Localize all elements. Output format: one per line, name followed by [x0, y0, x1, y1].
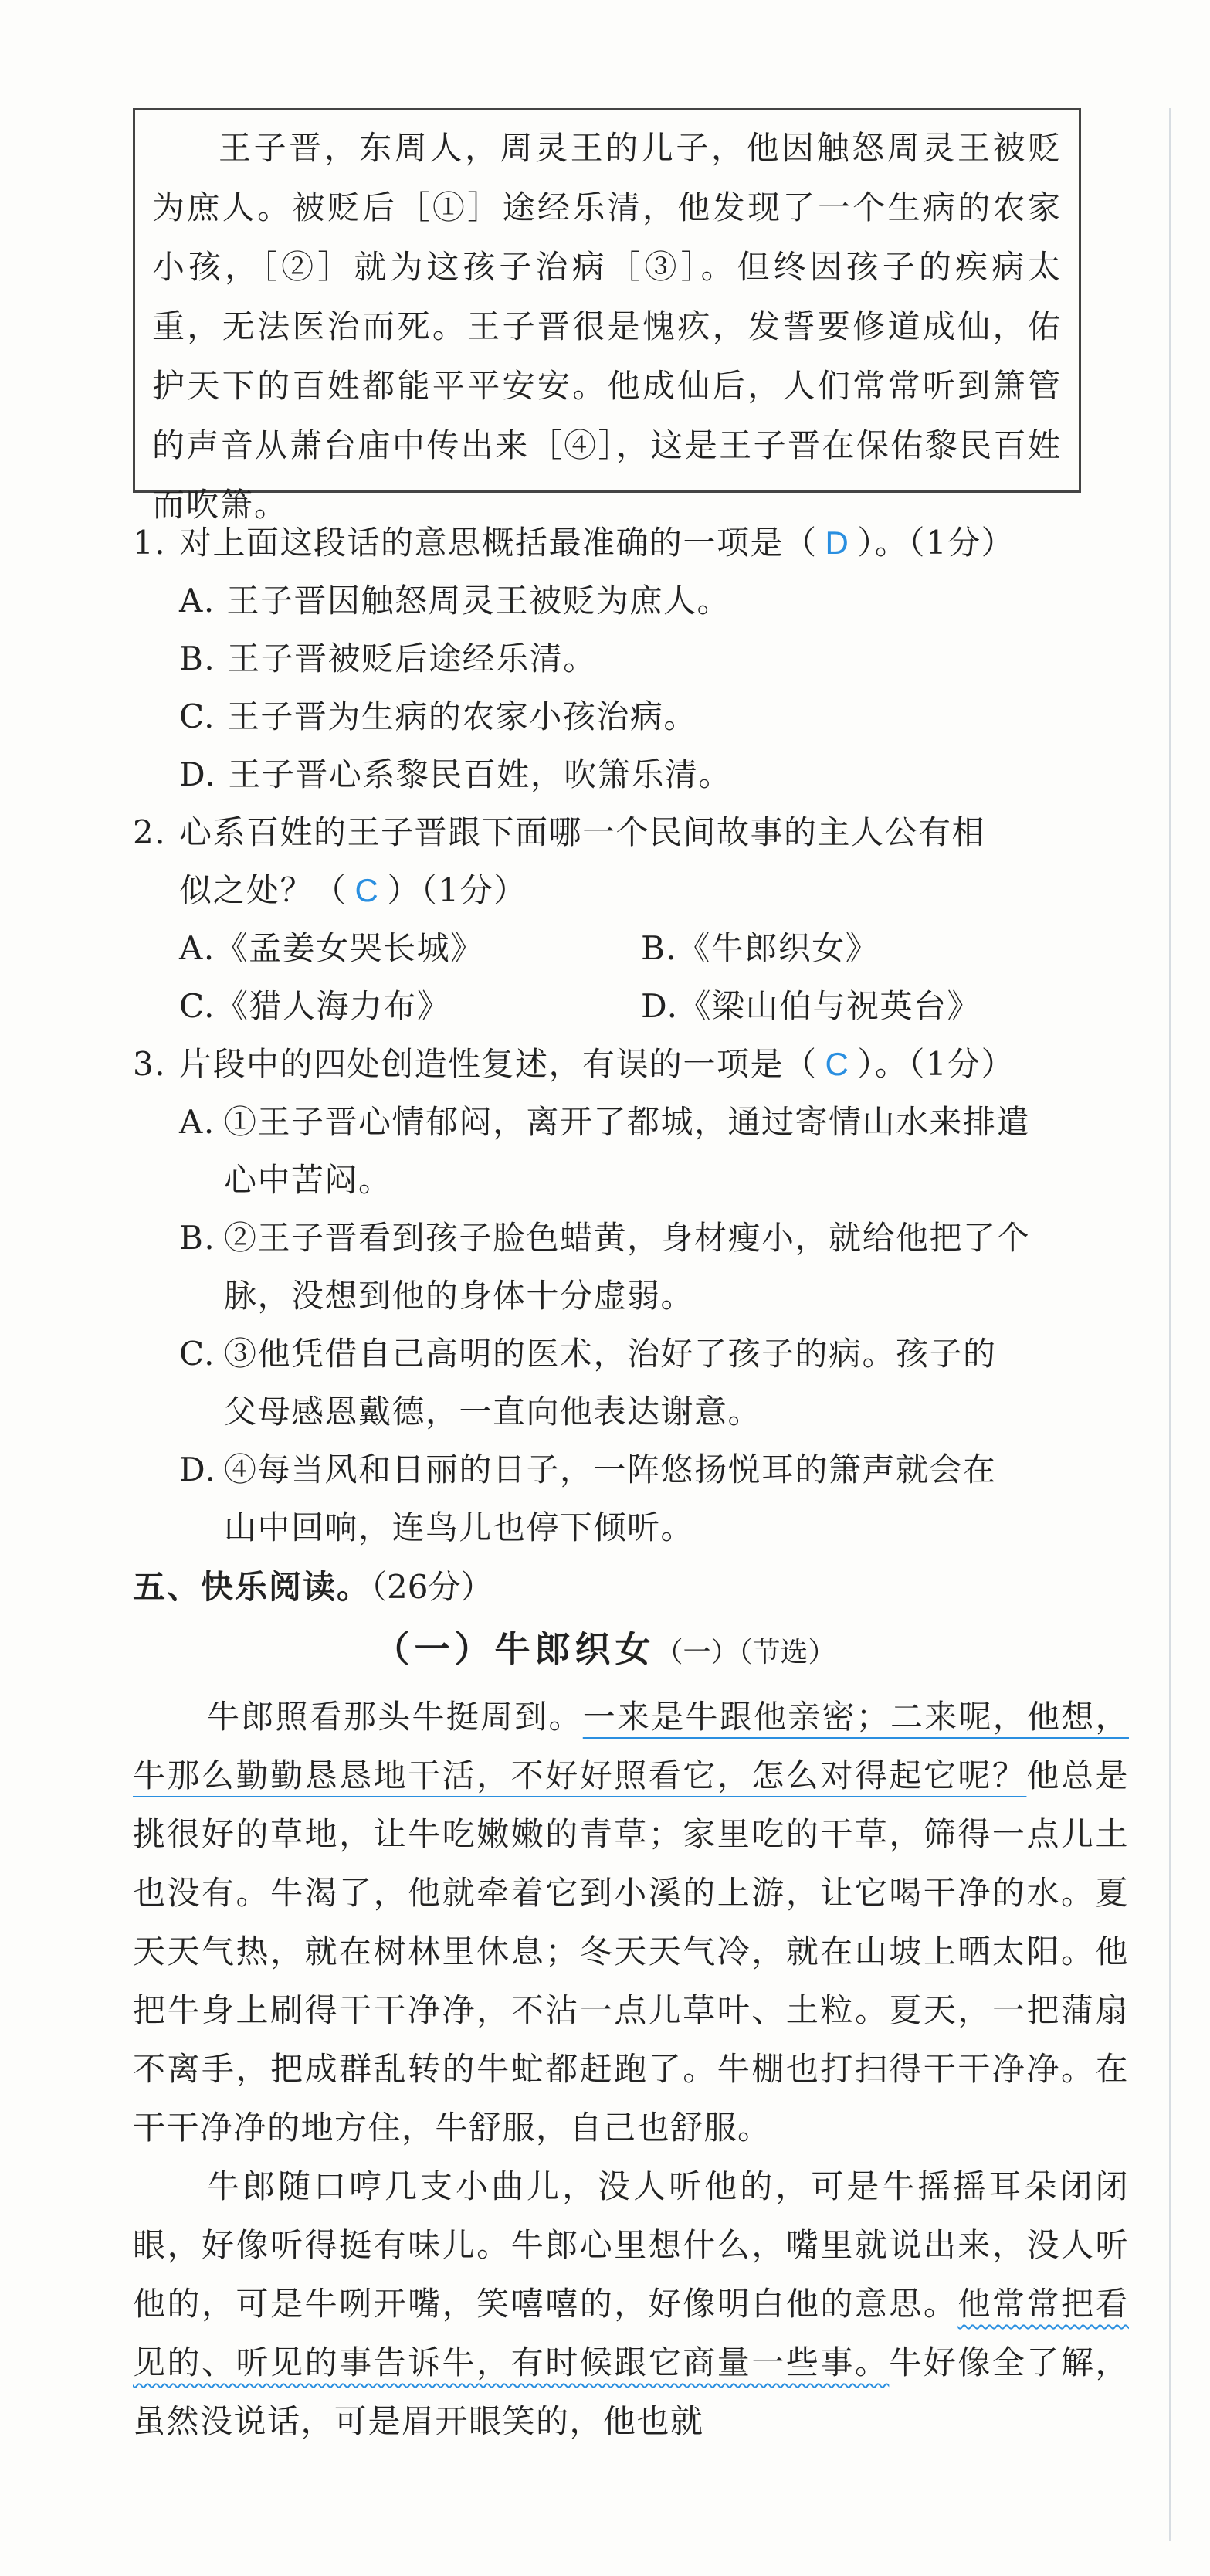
- option-1c: C. 王子晋为生病的农家小孩治病。: [179, 697, 697, 735]
- reading-title-note: （一）（节选）: [655, 1637, 836, 1668]
- passage-text: 王子晋，东周人，周灵王的儿子，他因触怒周灵王被贬为庶人。被贬后［①］途经乐清，他发现了一个生病的农家小孩，［②］就为这孩子治病［③］。但终因孩子的疾病太重，无法医治而死。王子晋很是愧疚，发誓要修道成仙，佑护天下的百姓都能平平安安。他成仙后，人们常常听到箫管的声音从萧台庙中传出来［④］，这是王子晋在保佑黎民百姓而吹箫。: [152, 129, 1062, 524]
- question-stem: 似之处？（: [179, 871, 347, 909]
- section-heading: [133, 1560, 493, 1614]
- question-number: 3.: [133, 1045, 167, 1083]
- wavy-underlined-sentence: 他常常把看见的、听见的事告诉牛，有时候跟它商量一些事。: [133, 2285, 1129, 2381]
- question-stem: 片段中的四处创造性复述，有误的一项是（: [179, 1045, 818, 1083]
- reading-text: 他总是挑很好的草地，让牛吃嫩嫩的青草；家里吃的干草，筛得一点儿土也没有。牛渴了，他就牵着它到小溪的上游，让它喝干净的水。夏天天气热，就在树林里休息；冬天天气冷，就在山坡上晒太阳。他把牛身上刷得干干净净，不沾一点儿草叶、土粒。夏天，一把蒲扇不离手，把成群乱转的牛虻都赶跑了。牛棚也打扫得干干净净。在干干净净的地方住，牛舒服，自己也舒服。: [133, 1756, 1129, 2147]
- option-2c: C.《猎人海力布》: [179, 987, 451, 1025]
- underlined-sentence: 一来是牛跟他亲密；二来呢，他想，牛那么勤勤恳恳地干活，不好好照看它，怎么对得起它呢？: [133, 1698, 1129, 1794]
- reading-text: 牛郎照看那头牛挺周到。: [207, 1698, 583, 1736]
- option-3a-line2: 心中苦闷。: [224, 1161, 392, 1199]
- section-title: 五、快乐阅读。: [133, 1568, 371, 1606]
- question-2: [133, 806, 985, 860]
- question-2-line2: [179, 864, 527, 918]
- option-3d-line2: 山中回响，连鸟儿也停下倾听。: [224, 1509, 695, 1546]
- option-3c-label: C.: [179, 1335, 215, 1373]
- option-3d-line1: ④每当风和日丽的日子，一阵悠扬悦耳的箫声就会在: [224, 1451, 997, 1488]
- option-1d: D. 王子晋心系黎民百姓，吹箫乐清。: [179, 755, 732, 793]
- option-1a: A. 王子晋因触怒周灵王被贬为庶人。: [179, 582, 731, 619]
- question-stem: 心系百姓的王子晋跟下面哪一个民间故事的主人公有相: [179, 813, 986, 851]
- option-3a-line1: ①王子晋心情郁闷，离开了都城，通过寄情山水来排遣: [224, 1103, 1031, 1141]
- question-1: [133, 516, 1015, 570]
- option-3b-line2: 脉，没想到他的身体十分虚弱。: [224, 1277, 695, 1315]
- option-3b-line1: ②王子晋看到孩子脸色蜡黄，身材瘦小，就给他把了个: [224, 1219, 1031, 1257]
- option-3c-line2: 父母感恩戴德，一直向他表达谢意。: [224, 1393, 762, 1431]
- reading-paragraph-1: [133, 1688, 1129, 2157]
- question-number: 2.: [133, 813, 167, 851]
- reading-title-main: （一）牛郎织女: [374, 1628, 656, 1670]
- option-1b: B. 王子晋被贬后途经乐清。: [179, 640, 597, 677]
- question-score: ）（1分）: [387, 871, 527, 909]
- passage-box: [133, 108, 1081, 524]
- section-score: （26分）: [371, 1568, 493, 1606]
- option-3d-label: D.: [179, 1451, 217, 1488]
- answer-mark: D: [825, 524, 850, 561]
- question-stem: 对上面这段话的意思概括最准确的一项是（: [179, 524, 818, 562]
- answer-mark: C: [354, 872, 380, 908]
- question-number: 1.: [133, 524, 167, 562]
- page-margin-rule: [1169, 108, 1171, 2541]
- reading-text: 牛好像全了解，虽然没说话，可是眉开眼笑的，他也就: [133, 2344, 1129, 2440]
- option-3b-label: B.: [179, 1219, 216, 1257]
- option-2b: B.《牛郎织女》: [641, 929, 880, 967]
- question-3: [133, 1037, 1015, 1091]
- question-score: ）。（1分）: [857, 524, 1015, 562]
- option-3a-label: A.: [179, 1103, 215, 1141]
- option-3c-line1: ③他凭借自己高明的医术，治好了孩子的病。孩子的: [224, 1335, 997, 1373]
- option-2d: D.《梁山伯与祝英台》: [641, 987, 981, 1025]
- reading-paragraph-2: [133, 2157, 1129, 2451]
- reading-passage: [133, 1688, 1129, 2451]
- answer-mark: C: [825, 1046, 850, 1082]
- reading-text: 牛郎随口哼几支小曲儿，没人听他的，可是牛摇摇耳朵闭闭眼，好像听得挺有味儿。牛郎心里想什么，嘴里就说出来，没人听他的，可是牛咧开嘴，笑嘻嘻的，好像明白他的意思。: [133, 2167, 1129, 2323]
- question-score: ）。（1分）: [857, 1045, 1015, 1083]
- reading-title: [0, 1622, 1210, 1680]
- option-2a: A.《孟姜女哭长城》: [179, 929, 484, 967]
